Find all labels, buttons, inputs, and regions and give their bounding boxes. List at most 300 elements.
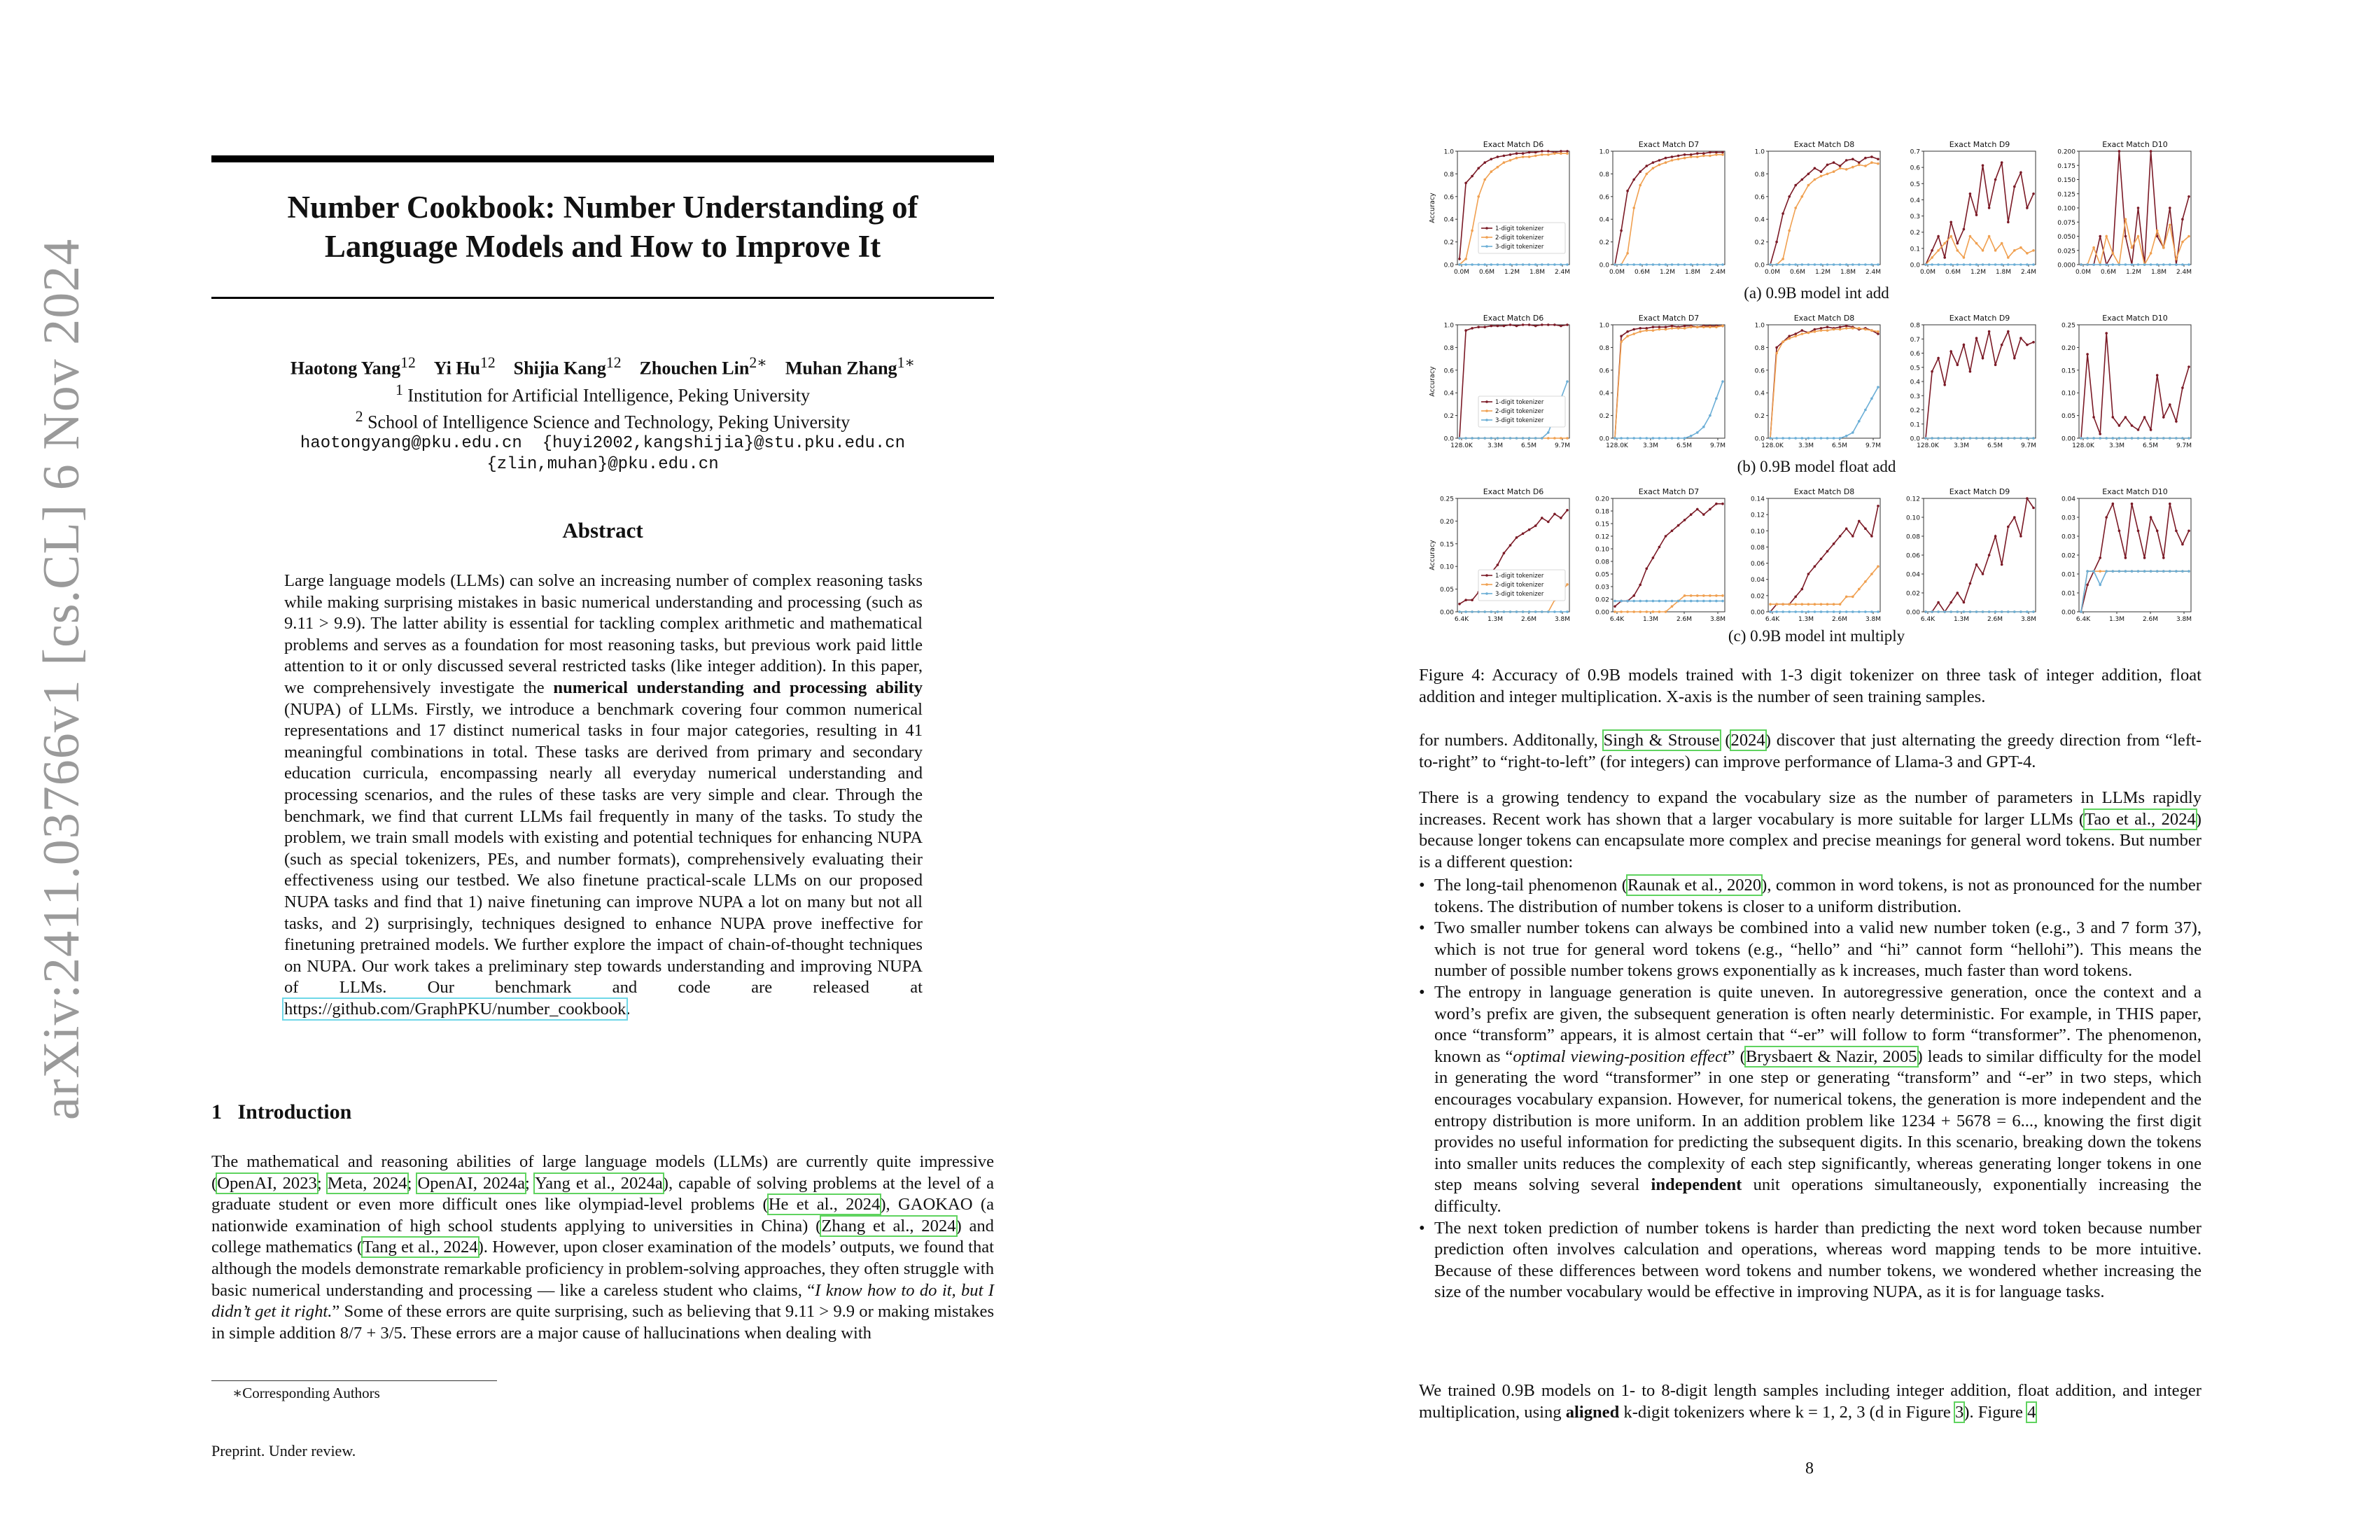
data-point xyxy=(2007,263,2010,266)
data-point xyxy=(1794,263,1797,266)
x-tick-label: 9.7M xyxy=(1554,442,1571,449)
x-tick-label: 0.6M xyxy=(1478,269,1495,276)
chart-title: Exact Match D8 xyxy=(1793,140,1855,149)
data-point xyxy=(1943,263,1946,266)
y-tick-label: 0.2 xyxy=(1910,230,1920,237)
data-point xyxy=(1665,157,1667,160)
data-point xyxy=(1858,164,1861,167)
data-point xyxy=(2092,570,2095,573)
data-point xyxy=(1769,603,1772,606)
data-point xyxy=(1721,503,1724,505)
data-point xyxy=(1982,164,1984,167)
figure-ref-link[interactable]: 4 xyxy=(2027,1402,2036,1422)
data-point xyxy=(1632,437,1635,440)
data-point xyxy=(1516,437,1518,440)
data-point xyxy=(1665,328,1667,331)
data-point xyxy=(2175,263,2178,266)
chart-title: Exact Match D10 xyxy=(2102,140,2168,149)
data-point xyxy=(2150,437,2152,440)
citation-link[interactable]: OpenAI, 2024a xyxy=(417,1173,525,1193)
data-point xyxy=(1851,431,1854,434)
data-point xyxy=(1658,326,1661,328)
data-point xyxy=(1833,610,1835,613)
data-point xyxy=(2162,437,2165,440)
data-point xyxy=(2026,344,2029,346)
x-tick-label: 1.8M xyxy=(2150,269,2167,276)
author-affil-sup: 12 xyxy=(479,354,496,371)
x-tick-label: 2.6M xyxy=(1676,616,1693,623)
series-line xyxy=(1770,387,1878,438)
data-point xyxy=(1553,152,1556,155)
data-point xyxy=(1870,610,1873,613)
data-point xyxy=(1665,600,1667,603)
y-tick-label: 0.03 xyxy=(2061,533,2076,541)
data-point xyxy=(1497,263,1499,266)
data-point xyxy=(2032,192,2035,195)
data-point xyxy=(1652,600,1655,603)
data-point xyxy=(1541,437,1544,440)
data-point xyxy=(1826,610,1829,613)
data-point xyxy=(1626,610,1629,613)
data-point xyxy=(2169,437,2171,440)
data-point xyxy=(2105,263,2108,266)
data-point xyxy=(1528,437,1531,440)
data-point xyxy=(1877,332,1879,335)
data-point xyxy=(1801,178,1804,181)
chart-title: Exact Match D6 xyxy=(1483,487,1544,496)
data-point xyxy=(1702,513,1705,516)
data-point xyxy=(2169,503,2171,505)
y-tick-label: 0.8 xyxy=(1754,344,1765,352)
data-point xyxy=(1851,535,1854,538)
data-point xyxy=(2086,584,2089,587)
data-point xyxy=(1471,610,1474,613)
data-point xyxy=(1845,159,1848,162)
data-point xyxy=(1702,326,1705,328)
data-point xyxy=(2150,516,2152,519)
data-point xyxy=(1626,252,1629,255)
data-point xyxy=(1652,161,1655,164)
data-point xyxy=(1775,241,1778,244)
plot-frame xyxy=(1613,498,1725,612)
data-point xyxy=(1566,263,1569,266)
data-point xyxy=(2150,428,2152,431)
data-point xyxy=(1839,164,1842,167)
data-point xyxy=(1626,600,1629,603)
data-point xyxy=(2099,437,2101,440)
y-axis-label: Accuracy xyxy=(1429,192,1436,223)
data-point xyxy=(1937,235,1940,238)
data-point xyxy=(1839,263,1842,266)
data-point xyxy=(1566,150,1569,153)
title-rule-top xyxy=(211,155,994,162)
data-point xyxy=(1826,437,1829,440)
x-tick-label: 2.4M xyxy=(1554,269,1571,276)
data-point xyxy=(2131,570,2134,573)
data-point xyxy=(1528,155,1531,158)
data-point xyxy=(1652,610,1655,613)
citation-link[interactable]: 2024 xyxy=(1730,731,1765,750)
y-tick-label: 0.100 xyxy=(2057,205,2076,213)
data-point xyxy=(1721,263,1724,266)
data-point xyxy=(1956,242,1959,245)
data-point xyxy=(1516,263,1518,266)
arxiv-stamp: arXiv:2411.03766v1 [cs.CL] 6 Nov 2024 xyxy=(33,238,90,1120)
data-point xyxy=(1516,152,1518,155)
data-point xyxy=(2137,428,2140,431)
x-tick-label: 2.4M xyxy=(1865,269,1882,276)
data-point xyxy=(1658,546,1661,549)
data-point xyxy=(2137,263,2140,266)
data-point xyxy=(1658,610,1661,613)
data-point xyxy=(1988,206,1991,209)
data-point xyxy=(2131,503,2134,505)
legend-label: 2-digit tokenizer xyxy=(1495,234,1544,241)
y-tick-label: 0.8 xyxy=(1599,344,1609,352)
data-point xyxy=(2181,263,2184,266)
data-point xyxy=(2118,150,2121,153)
data-point xyxy=(2019,246,2022,249)
data-point xyxy=(2013,437,2016,440)
series-line xyxy=(2081,571,2189,612)
data-point xyxy=(2188,437,2190,440)
data-point xyxy=(1937,357,1940,360)
data-point xyxy=(2001,610,2003,613)
data-point xyxy=(1988,554,1991,556)
y-tick-label: 0.06 xyxy=(1750,561,1765,568)
data-point xyxy=(1690,594,1693,597)
citation-link[interactable]: Zhang et al., 2024 xyxy=(821,1216,956,1236)
y-tick-label: 0.00 xyxy=(1595,609,1609,617)
series-line xyxy=(1770,157,1878,265)
data-point xyxy=(1497,325,1499,328)
data-point xyxy=(1471,598,1474,601)
paragraph-singh: for numbers. Additonally, Singh & Strouse (2024) discover that just alternating the greedy direction from “left-to-right” to “right-to-left” (for integers) can improve performance of Llama-3 and GPT-4. xyxy=(1419,731,2202,771)
series-line xyxy=(1615,153,1723,265)
data-point xyxy=(1982,437,1984,440)
y-axis-label: Accuracy xyxy=(1429,540,1436,570)
legend-label: 3-digit tokenizer xyxy=(1495,244,1544,251)
citation-link[interactable]: Singh & Strouse xyxy=(1603,731,1720,750)
data-point xyxy=(1522,263,1525,266)
citation-link[interactable]: OpenAI, 2023 xyxy=(217,1173,317,1193)
data-point xyxy=(1956,592,1959,594)
data-point xyxy=(2137,570,2140,573)
data-point xyxy=(1858,588,1861,591)
data-point xyxy=(1975,564,1978,566)
data-point xyxy=(1801,195,1804,198)
data-point xyxy=(1988,437,1991,440)
data-point xyxy=(1963,263,1966,266)
data-point xyxy=(1696,152,1699,155)
data-point xyxy=(1646,329,1648,332)
data-point xyxy=(1503,263,1506,266)
legend-marker xyxy=(1485,236,1488,239)
data-point xyxy=(1709,594,1712,597)
data-point xyxy=(2156,437,2159,440)
data-point xyxy=(2181,543,2184,546)
legend-label: 1-digit tokenizer xyxy=(1495,225,1544,232)
data-point xyxy=(2112,263,2115,266)
data-point xyxy=(1851,610,1854,613)
data-point xyxy=(1639,600,1642,603)
citation-link[interactable]: Raunak et al., 2020 xyxy=(1627,876,1762,895)
data-point xyxy=(1769,437,1772,440)
data-point xyxy=(1553,513,1556,516)
data-point xyxy=(1702,600,1705,603)
legend-label: 2-digit tokenizer xyxy=(1495,582,1544,589)
data-point xyxy=(1620,437,1623,440)
data-point xyxy=(1646,164,1648,167)
plot-frame xyxy=(1924,498,2036,612)
data-point xyxy=(1833,437,1835,440)
title-line-1: Number Cookbook: Number Understanding of xyxy=(287,190,918,225)
data-point xyxy=(1553,263,1556,266)
data-point xyxy=(1782,212,1784,215)
series-line xyxy=(1926,498,2033,612)
data-point xyxy=(1937,610,1940,613)
x-tick-label: 0.0M xyxy=(2075,269,2092,276)
y-tick-label: 0.05 xyxy=(1439,587,1454,594)
data-point xyxy=(1864,164,1867,167)
x-tick-label: 1.2M xyxy=(1659,269,1676,276)
data-point xyxy=(2013,357,2016,360)
data-point xyxy=(1614,437,1616,440)
data-point xyxy=(2007,256,2010,259)
y-tick-label: 0.8 xyxy=(1910,322,1920,330)
data-point xyxy=(2162,246,2165,249)
data-point xyxy=(1988,330,1991,333)
data-point xyxy=(1715,326,1718,328)
y-tick-label: 0.7 xyxy=(1910,148,1920,156)
y-tick-label: 0.6 xyxy=(1754,368,1765,375)
y-tick-label: 0.075 xyxy=(2057,219,2076,227)
data-point xyxy=(1782,263,1784,266)
data-point xyxy=(1684,437,1686,440)
data-point xyxy=(1620,335,1623,337)
data-point xyxy=(1794,332,1797,335)
x-tick-label: 9.7M xyxy=(2020,442,2037,449)
data-point xyxy=(1483,263,1486,266)
y-tick-label: 0.0 xyxy=(1754,435,1765,443)
chart-title: Exact Match D6 xyxy=(1483,314,1544,323)
data-point xyxy=(1788,437,1791,440)
data-point xyxy=(2001,161,2003,164)
data-point xyxy=(1652,329,1655,332)
data-point xyxy=(2032,249,2035,252)
data-point xyxy=(1696,508,1699,511)
data-point xyxy=(1988,235,1991,238)
y-tick-label: 0.2 xyxy=(1910,407,1920,414)
y-tick-label: 0.2 xyxy=(1599,413,1609,421)
data-point xyxy=(1788,603,1791,606)
author-block xyxy=(211,352,994,475)
data-point xyxy=(1547,610,1550,613)
data-point xyxy=(2156,374,2159,377)
y-tick-label: 0.25 xyxy=(1439,496,1454,503)
y-tick-label: 0.18 xyxy=(1595,508,1609,516)
data-point xyxy=(1870,573,1873,575)
data-point xyxy=(1516,536,1518,539)
y-tick-label: 0.6 xyxy=(1754,194,1765,202)
data-point xyxy=(1775,610,1778,613)
data-point xyxy=(1721,594,1724,597)
data-point xyxy=(2143,263,2146,266)
data-point xyxy=(2001,344,2003,346)
citation-link[interactable]: Meta, 2024 xyxy=(327,1173,407,1193)
data-point xyxy=(1483,326,1486,328)
data-point xyxy=(1458,603,1461,606)
data-point xyxy=(2181,218,2184,220)
x-tick-label: 0.6M xyxy=(1634,269,1651,276)
y-tick-label: 0.0 xyxy=(1599,435,1609,443)
data-point xyxy=(1931,256,1933,259)
data-point xyxy=(1614,610,1616,613)
data-point xyxy=(1677,600,1680,603)
data-point xyxy=(1560,325,1562,328)
data-point xyxy=(1464,610,1467,613)
data-point xyxy=(2156,570,2159,573)
data-point xyxy=(1684,327,1686,330)
abstract-body: Large language models (LLMs) can solve an increasing number of complex reasoning tasks while making surprising mistakes in basic numerical understanding and processing (such as 9.11 > 9.9). The latter ability is essential for tackling complex arithmetic and mathematical problems and serves as a foundation for most reasoning tasks, but previous work paid little attention to it or only discussed several restricted tasks (like integer addition). In this paper, we comprehensively investigate the numerical understanding and processing ability (NUPA) of LLMs. Firstly, we introduce a benchmark covering four common numerical representations and 17 distinct numerical tasks in four major categories, resulting in 41 meaningful combinations in total. These tasks are derived from primary and secondary education curricula, encompassing nearly all everyday numerical understanding and processing scenarios, and the rules of these tasks are very simple and clear. Through the benchmark, we find that current LLMs fail frequently in many of the tasks. To study the problem, we train small models with existing and potential techniques for enhancing NUPA (such as special tokenizers, PEs, and number formats), comprehensively evaluating their effectiveness using our testbed. We also finetune practical-scale LLMs on our proposed NUPA tasks and find that 1) naive finetuning can improve NUPA a lot on many but not all tasks, and 2) surprisingly, techniques designed to enhance NUPA prove ineffective for finetuning pretrained models. We further explore the impact of chain-of-thought techniques on NUPA. Our work takes a preliminary step towards understanding and improving NUPA of LLMs. Our benchmark and code are released at https://github.com/GraphPKU/number_cookbook. xyxy=(284,571,923,1018)
data-point xyxy=(1547,521,1550,524)
data-point xyxy=(2032,263,2035,266)
data-point xyxy=(2137,437,2140,440)
data-point xyxy=(1490,263,1493,266)
data-point xyxy=(1975,242,1978,245)
preprint-note: Preprint. Under review. xyxy=(211,1442,356,1460)
data-point xyxy=(1870,263,1873,266)
y-tick-label: 0.02 xyxy=(1595,596,1609,604)
data-point xyxy=(1801,603,1804,606)
data-point xyxy=(1684,157,1686,160)
data-point xyxy=(1982,573,1984,575)
data-point xyxy=(2026,252,2029,255)
data-point xyxy=(1709,600,1712,603)
data-point xyxy=(1877,505,1879,507)
data-point xyxy=(1528,323,1531,326)
data-point xyxy=(1956,610,1959,613)
x-tick-label: 3.3M xyxy=(1642,442,1659,449)
chart-title: Exact Match D9 xyxy=(1949,487,2010,496)
data-point xyxy=(1620,600,1623,603)
data-point xyxy=(2080,437,2082,440)
data-point xyxy=(1509,323,1512,326)
data-point xyxy=(1547,263,1550,266)
chart-title: Exact Match D7 xyxy=(1638,314,1700,323)
series-line xyxy=(1926,237,2033,265)
y-tick-label: 0.6 xyxy=(1910,164,1920,172)
data-point xyxy=(1541,153,1544,156)
y-tick-label: 0.4 xyxy=(1910,379,1920,386)
data-point xyxy=(1709,326,1712,328)
y-tick-label: 0.4 xyxy=(1754,390,1765,398)
data-point xyxy=(1541,323,1544,326)
data-point xyxy=(1801,263,1804,266)
series-line xyxy=(2081,504,2189,612)
data-point xyxy=(2013,610,2016,613)
data-point xyxy=(1870,161,1873,164)
citation-link[interactable]: Tao et al., 2024 xyxy=(2085,809,2196,829)
data-point xyxy=(1509,153,1512,156)
data-point xyxy=(2105,235,2108,238)
data-point xyxy=(1956,249,1959,252)
data-point xyxy=(1963,256,1966,259)
data-point xyxy=(1658,328,1661,331)
x-tick-label: 1.8M xyxy=(1529,269,1546,276)
data-point xyxy=(1826,263,1829,266)
y-tick-label: 0.6 xyxy=(1599,194,1609,202)
y-tick-label: 0.6 xyxy=(1443,194,1454,202)
y-tick-label: 0.025 xyxy=(2057,248,2076,255)
code-link[interactable]: https://github.com/GraphPKU/number_cookbook xyxy=(284,999,626,1018)
data-point xyxy=(1807,610,1810,613)
data-point xyxy=(2112,437,2115,440)
chart-title: Exact Match D6 xyxy=(1483,140,1544,149)
data-point xyxy=(1814,610,1816,613)
data-point xyxy=(1483,178,1486,181)
x-tick-label: 1.2M xyxy=(1814,269,1831,276)
citation-link[interactable]: He et al., 2024 xyxy=(768,1195,881,1214)
data-point xyxy=(2019,535,2022,538)
citation-link[interactable]: Yang et al., 2024a xyxy=(534,1173,663,1193)
data-point xyxy=(1949,350,1952,353)
data-point xyxy=(1969,192,1972,195)
data-point xyxy=(1794,437,1797,440)
data-point xyxy=(2013,516,2016,519)
data-point xyxy=(1814,565,1816,568)
x-tick-label: 1.3M xyxy=(1798,616,1814,623)
series-line xyxy=(1770,566,1878,604)
y-tick-label: 0.00 xyxy=(1905,609,1920,617)
legend-label: 3-digit tokenizer xyxy=(1495,417,1544,424)
data-point xyxy=(2001,564,2003,566)
data-point xyxy=(1924,437,1927,440)
data-point xyxy=(1458,258,1461,260)
data-point xyxy=(1553,323,1556,326)
y-tick-label: 0.04 xyxy=(1905,571,1920,579)
x-tick-label: 6.5M xyxy=(1987,442,2003,449)
series-line xyxy=(2081,571,2189,612)
citation-link[interactable]: Tang et al., 2024 xyxy=(363,1238,478,1257)
line-chart xyxy=(2050,140,2194,280)
data-point xyxy=(1814,167,1816,170)
x-tick-label: 6.4K xyxy=(1454,616,1469,623)
data-point xyxy=(1807,173,1810,176)
chart-title: Exact Match D9 xyxy=(1949,140,2010,149)
data-point xyxy=(1988,610,1991,613)
data-point xyxy=(1851,327,1854,330)
data-point xyxy=(1949,235,1952,238)
legend-label: 2-digit tokenizer xyxy=(1495,408,1544,415)
data-point xyxy=(1963,437,1966,440)
data-point xyxy=(1620,341,1623,344)
data-point xyxy=(1632,594,1635,597)
data-point xyxy=(1696,600,1699,603)
y-tick-label: 0.1 xyxy=(1910,421,1920,429)
figure-ref-link[interactable]: 3 xyxy=(1954,1402,1964,1422)
data-point xyxy=(2124,235,2127,238)
data-point xyxy=(1626,330,1629,333)
data-point xyxy=(1969,370,1972,373)
affiliation-1: $^1$ Institution for Artificial Intelligence, Peking University xyxy=(395,381,811,406)
data-point xyxy=(1877,610,1879,613)
data-point xyxy=(1671,606,1674,608)
data-point xyxy=(1458,437,1461,440)
list-item: • The entropy in language generation is quite uneven. In autoregressive generation, once the context and a word’s prefix are given, the subsequent generation is often nearly deterministic. For example, in THIS paper, once “transform” appears, it is almost certain that “-er” will follow to form “transformer”. The phenomenon, known as “optimal viewing-position effect” (Brysbaert & Nazir, 2005) leads to similar difficulty for the model in generating the word “transformer” in one step or generating “transform” and “-er” in two steps, which encourages vocabulary expansion. However, for numerical tokens, the generation is more independent and the entropy distribution is more uniform. In an addition problem like 1234 + 5678 = 6..., knowing the first digit provides no useful information for predicting the subsequent digits. In this scenario, breaking down the tokens into smaller units reduces the complexity of each step significantly, whereas generating longer tokens in one step means solving several independent unit operations simultaneously, exponentially increasing the difficulty. xyxy=(1419,982,2202,1218)
y-tick-label: 0.12 xyxy=(1750,512,1765,519)
citation-link[interactable]: Brysbaert & Nazir, 2005 xyxy=(1745,1046,1917,1066)
